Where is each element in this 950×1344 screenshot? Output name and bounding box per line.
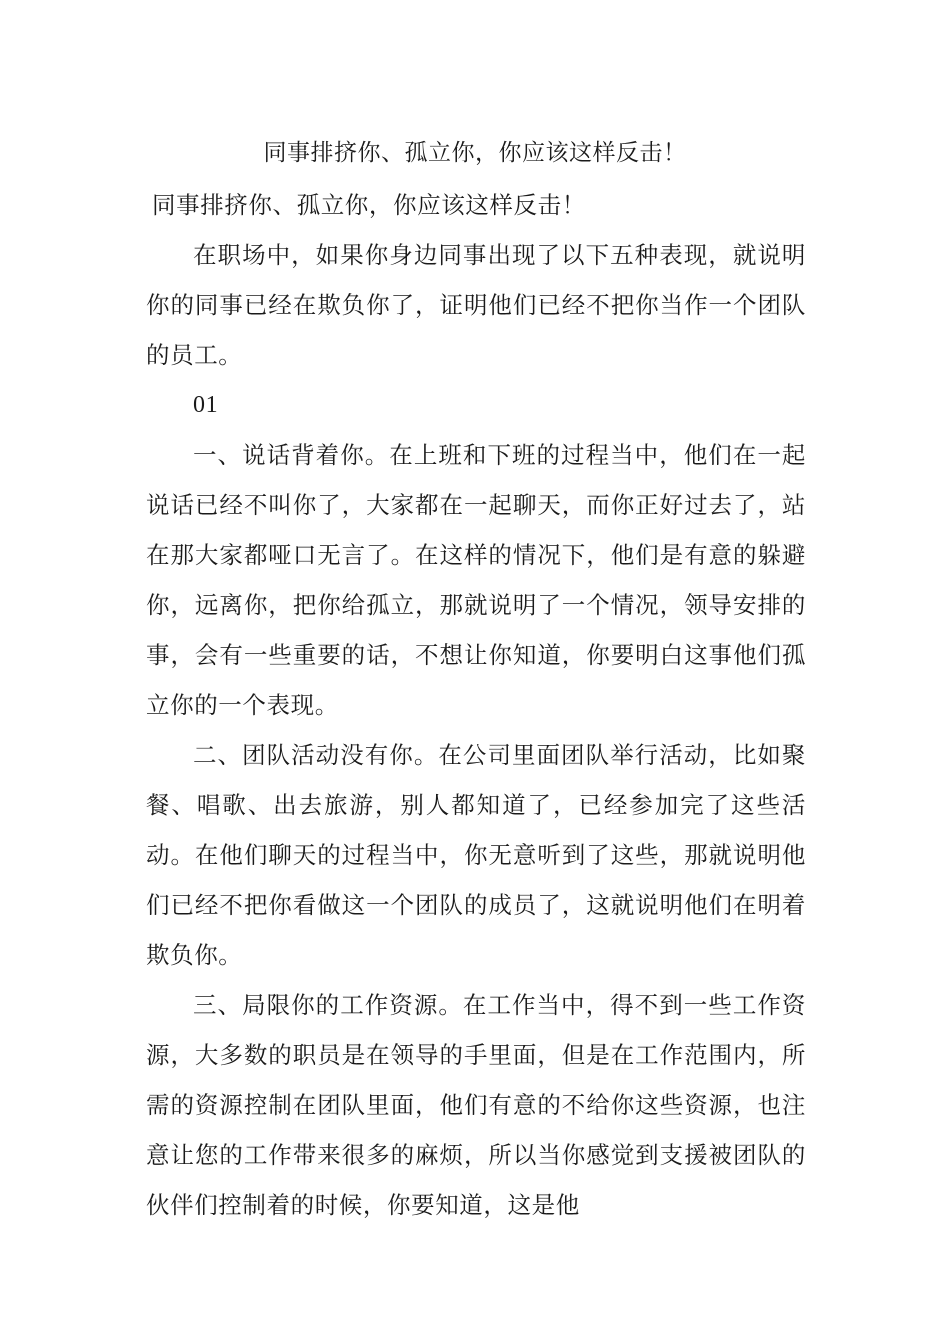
- point-paragraph-2: 二、团队活动没有你。在公司里面团队举行活动，比如聚餐、唱歌、出去旅游，别人都知道了，已经参加完了这些活动。在他们聊天的过程当中，你无意听到了这些，那就说明他们已经不把你看做这一个团队的成员了，这就说明他们在明着欺负你。: [146, 741, 806, 969]
- document-subtitle: 同事排挤你、孤立你，你应该这样反击！: [152, 191, 586, 219]
- point-paragraph-1: 一、说话背着你。在上班和下班的过程当中，他们在一起说话已经不叫你了，大家都在一起聊天，而你正好过去了，站在那大家都哑口无言了。在这样的情况下，他们是有意的躲避你，远离你，把你给孤立，那就说明了一个情况，领导安排的事，会有一些重要的话，不想让你知道，你要明白这事他们孤立你的一个表现。: [146, 441, 806, 719]
- document-body: [146, 180, 806, 1230]
- section-number: 01: [193, 392, 219, 418]
- point-paragraph-3: 三、局限你的工作资源。在工作当中，得不到一些工作资源，大多数的职员是在领导的手里面，但是在工作范围内，所需的资源控制在团队里面，他们有意的不给你这些资源，也注意让您的工作带来很多的麻烦，所以当你感觉到支援被团队的伙伴们控制着的时候，你要知道，这是他: [146, 991, 806, 1219]
- document-title: 同事排挤你、孤立你，你应该这样反击！: [263, 140, 687, 166]
- intro-paragraph: 在职场中，如果你身边同事出现了以下五种表现，就说明你的同事已经在欺负你了，证明他们已经不把你当作一个团队的员工。: [146, 241, 806, 369]
